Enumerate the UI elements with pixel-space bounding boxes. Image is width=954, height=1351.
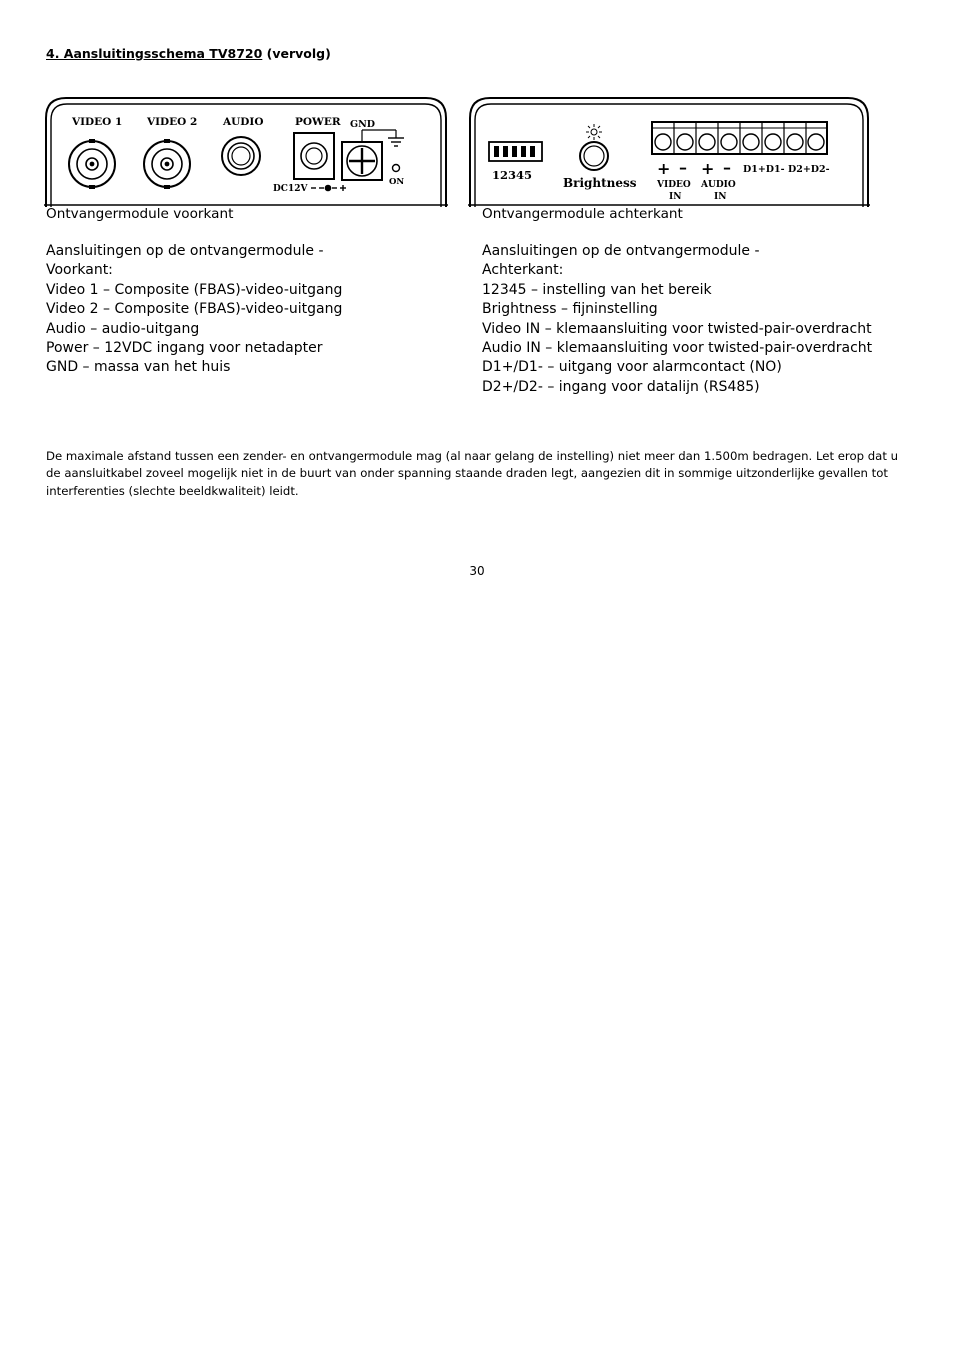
video-in-plus-label: + (657, 159, 671, 178)
video-in-label-line2: IN (669, 192, 682, 202)
video2-bnc-connector-icon (144, 139, 190, 189)
brightness-label: Brightness (563, 176, 637, 190)
dc12v-label: DC12V (273, 184, 308, 194)
front-connections-list (46, 242, 342, 378)
audio-in-label-line2: IN (714, 192, 727, 202)
rear-connections-list (482, 242, 872, 397)
rear-panel-caption: Ontvangermodule achterkant (482, 206, 683, 222)
distance-note: De maximale afstand tussen een zender- en ontvangermodule mag (al naar gelang de instelling) niet meer dan 1.500m bedragen. Let erop dat u de aansluitkabel zoveel mogelijk niet in de buurt van onder spanning staande draden legt, aangezien dit in sommige uitzonderlijke gevallen tot interferenties (slechte beeldkwaliteit) leidt. (46, 449, 899, 498)
list-item: Brightness – fijninstelling (482, 301, 658, 318)
power-dc-jack-icon (294, 133, 334, 179)
dip-switch-label: 12345 (492, 168, 533, 182)
front-list-subtitle: Voorkant: (46, 262, 113, 279)
front-panel-diagram (44, 96, 448, 208)
on-label: ON (389, 177, 405, 187)
polarity-symbol-icon (311, 185, 346, 192)
video1-bnc-connector-icon (69, 139, 115, 189)
list-item: 12345 – instelling van het bereik (482, 281, 712, 298)
brightness-knob-icon (580, 142, 608, 170)
gnd-screw-terminal-icon (342, 130, 404, 180)
list-item: D1+/D1- – uitgang voor alarmcontact (NO) (482, 359, 782, 376)
list-item: D2+/D2- – ingang voor datalijn (RS485) (482, 378, 760, 395)
d1-label: D1+D1- (743, 164, 785, 175)
front-panel-caption: Ontvangermodule voorkant (46, 206, 234, 222)
audio-in-minus-label: – (723, 158, 731, 177)
list-item: Power – 12VDC ingang voor netadapter (46, 340, 323, 357)
video-in-label-line1: VIDEO (657, 180, 691, 190)
heading-suffix: (vervolg) (262, 46, 331, 61)
terminal-block-icon (652, 122, 827, 154)
sun-icon (586, 124, 602, 140)
rear-panel-diagram (468, 96, 870, 208)
rear-list-title: Aansluitingen op de ontvangermodule - (482, 243, 760, 259)
dip-switch-icon (489, 142, 542, 161)
audio-in-label-line1: AUDIO (701, 180, 736, 190)
list-item: Audio IN – klemaansluiting voor twisted-pair-overdracht (482, 340, 873, 357)
list-item: Video 1 – Composite (FBAS)-video-uitgang (46, 281, 343, 298)
list-item: Video IN – klemaansluiting voor twisted-pair-overdracht (482, 320, 872, 337)
list-item: Video 2 – Composite (FBAS)-video-uitgang (46, 301, 343, 318)
audio-in-plus-label: + (701, 159, 715, 178)
audio-rca-connector-icon (222, 137, 260, 175)
d2-label: D2+D2- (788, 164, 830, 175)
video2-label: VIDEO 2 (147, 116, 198, 128)
list-item: Audio – audio-uitgang (46, 320, 200, 337)
rear-list-subtitle: Achterkant: (482, 262, 564, 279)
page-number: 30 (469, 564, 485, 578)
heading-title: 4. Aansluitingsschema TV8720 (46, 46, 263, 61)
section-heading (46, 46, 331, 61)
video1-label: VIDEO 1 (72, 116, 123, 128)
audio-label: AUDIO (223, 116, 264, 128)
gnd-label: GND (350, 119, 376, 130)
video-in-minus-label: – (679, 158, 687, 177)
on-led-icon (393, 165, 400, 172)
list-item: GND – massa van het huis (46, 359, 231, 376)
power-label: POWER (295, 116, 341, 128)
front-list-title: Aansluitingen op de ontvangermodule - (46, 243, 324, 259)
